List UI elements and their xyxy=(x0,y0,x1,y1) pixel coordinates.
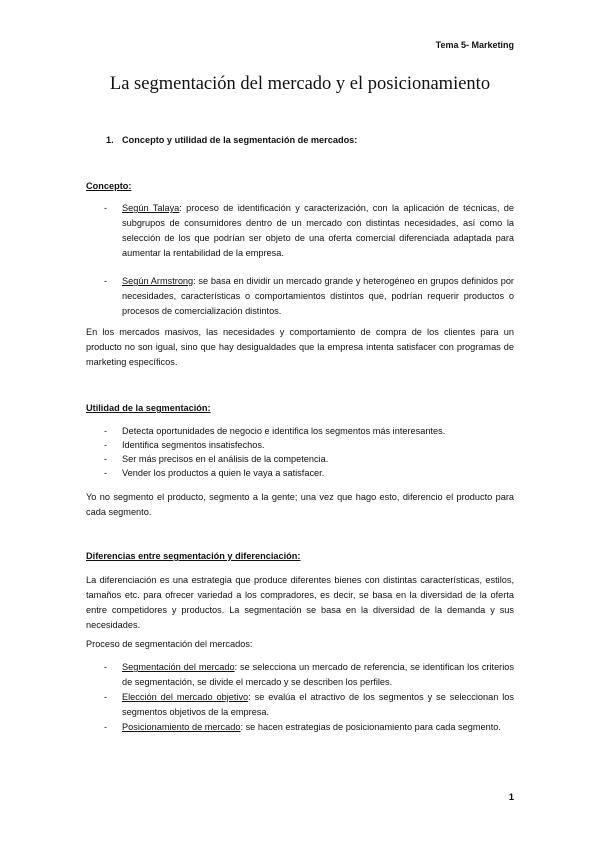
item-lead: Segmentación del mercado xyxy=(122,662,235,672)
bullet-dash: - xyxy=(104,426,108,436)
header-topic: Tema 5- Marketing xyxy=(435,40,514,50)
item-body: : se hacen estrategias de posicionamiento para cada segmento. xyxy=(240,722,501,732)
item-lead: Según Armstrong xyxy=(122,276,194,286)
bullet-dash: - xyxy=(104,662,108,672)
item-lead: Elección del mercado objetivo xyxy=(122,692,249,702)
section-number: 1. xyxy=(106,135,114,145)
bullet-dash: - xyxy=(104,203,108,213)
bullet-dash: - xyxy=(104,440,108,450)
bullet-dash: - xyxy=(104,722,108,732)
list-item-text: Ser más precisos en el análisis de la competencia. xyxy=(122,454,329,464)
diferencias-heading: Diferencias entre segmentación y diferenciación: xyxy=(86,551,301,561)
page-number: 1 xyxy=(508,792,514,803)
item-lead: Según Talaya xyxy=(122,203,180,213)
bullet-dash: - xyxy=(104,276,108,286)
list-item-text xyxy=(122,660,514,690)
bullet-dash: - xyxy=(104,454,108,464)
list-item-text: Identifica segmentos insatisfechos. xyxy=(122,440,265,450)
item-body: : se evalúa el atractivo de los segmentos y se seleccionan los segmentos objetivos de la empresa. xyxy=(122,692,514,717)
list-item-text xyxy=(122,690,514,720)
list-item-text xyxy=(122,201,514,261)
item-lead: Posicionamiento de mercado xyxy=(122,722,241,732)
list-item-text xyxy=(122,720,514,735)
list-item-text xyxy=(122,274,514,319)
page-title: La segmentación del mercado y el posicionamiento xyxy=(109,74,491,94)
bullet-dash: - xyxy=(104,468,108,478)
concepto-heading: Concepto: xyxy=(86,181,132,191)
bullet-dash: - xyxy=(104,692,108,702)
item-body: : proceso de identificación y caracterización, con la aplicación de técnicas, de subgrupos de consumidores dentro de un mercado con distintas necesidades, así como la selección de los que podrían ser objeto de una oferta comercial diferenciada adaptada para aumentar la rentabilidad de la empresa. xyxy=(122,203,514,258)
list-item-text: Vender los productos a quien le vaya a satisfacer. xyxy=(122,468,325,478)
list-item-text: Detecta oportunidades de negocio e identifica los segmentos más interesantes. xyxy=(122,426,446,436)
section-heading-text: Concepto y utilidad de la segmentación de mercados: xyxy=(122,135,358,145)
item-body: : se selecciona un mercado de referencia, se identifican los criterios de segmentación, se divide el mercado y se describen los perfiles. xyxy=(122,662,514,687)
paragraph: La diferenciación es una estrategia que produce diferentes bienes con distintas características, estilos, tamaños etc. para ofrecer variedad a los compradores, es decir, se basa en la diversidad de la oferta entre competidores y productos. La segmentación se basa en la diversidad de la demanda y sus necesidades. xyxy=(86,575,514,630)
proceso-intro: Proceso de segmentación del mercados: xyxy=(86,639,253,649)
utilidad-heading: Utilidad de la segmentación: xyxy=(86,403,211,413)
item-body: : se basa en dividir un mercado grande y heterogéneo en grupos definidos por necesidades, características o comportamientos distintos que, podrían requerir productos o procesos de comercialización distintos. xyxy=(122,276,514,316)
paragraph: Yo no segmento el producto, segmento a la gente; una vez que hago esto, diferencio el producto para cada segmento. xyxy=(86,492,514,517)
paragraph: En los mercados masivos, las necesidades y comportamiento de compra de los clientes para un producto no son igual, sino que hay desigualdades que la empresa intenta satisfacer con programas de marketing específicos. xyxy=(86,327,514,367)
